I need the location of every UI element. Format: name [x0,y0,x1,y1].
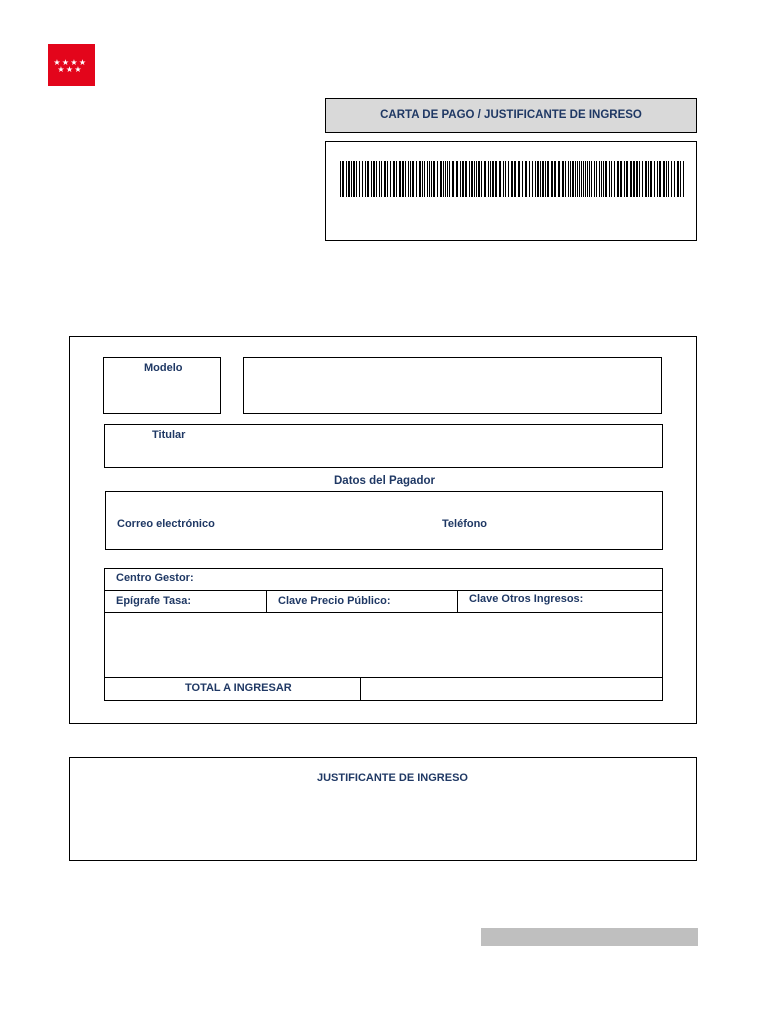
svg-text:★: ★ [57,65,65,74]
epigrafe-label: Epígrafe Tasa: [116,595,191,607]
svg-text:★: ★ [53,58,61,67]
centro-gestor-label: Centro Gestor: [116,572,194,584]
svg-text:★: ★ [78,58,87,67]
titular-box [104,424,663,468]
telefono-label: Teléfono [442,518,488,530]
clave-otros-label: Clave Otros Ingresos: [469,593,584,605]
seven-stars-flag-icon [48,44,95,86]
svg-text:★: ★ [74,65,82,74]
svg-text:★: ★ [61,58,70,67]
fees-table [104,568,663,701]
modelo-description-box [243,357,662,414]
justificante-title: JUSTIFICANTE DE INGRESO [317,772,468,784]
clave-precio-label: Clave Precio Público: [278,595,391,607]
document-title: CARTA DE PAGO / JUSTIFICANTE DE INGRESO [380,109,642,121]
table-divider [105,590,662,591]
justificante-box [69,757,697,861]
correo-label: Correo electrónico [117,518,215,530]
table-divider [360,677,361,700]
pagador-box [105,491,663,550]
barcode-icon [340,161,684,197]
titular-label: Titular [152,429,186,441]
payment-form [69,336,697,724]
modelo-label: Modelo [144,362,183,374]
table-divider [457,590,458,612]
footer-gray-bar [481,928,698,946]
barcode-box [325,141,697,241]
pagador-section-title: Datos del Pagador [334,475,435,487]
table-divider [266,590,267,612]
document-title-box [325,98,697,133]
total-label: TOTAL A INGRESAR [185,682,292,694]
svg-text:★: ★ [65,65,74,74]
svg-text:★: ★ [70,58,78,67]
table-divider [105,677,662,678]
modelo-box [103,357,221,414]
table-divider [105,612,662,613]
comunidad-madrid-logo [48,44,95,86]
